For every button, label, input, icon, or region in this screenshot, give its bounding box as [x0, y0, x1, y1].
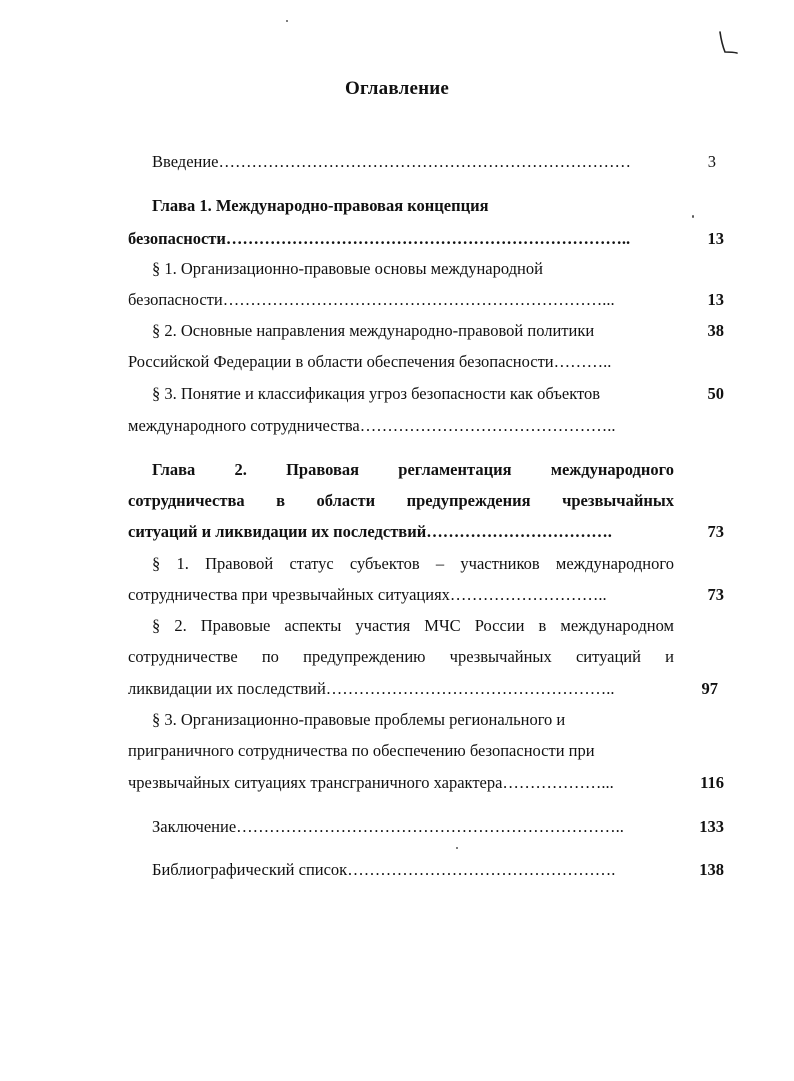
toc-page-section-2-2: 97	[701, 679, 718, 698]
toc-page-conclusion: 133	[699, 817, 724, 836]
toc-chapter-2-line-1: Глава 2. Правовая регламентация международного	[152, 460, 674, 479]
toc-page-section-1-3: 50	[707, 384, 724, 403]
toc-page-chapter-1: 13	[707, 229, 724, 248]
toc-section-2-2-line-1: § 2. Правовые аспекты участия МЧС России в международном	[152, 616, 674, 635]
toc-section-2-3-line-3: чрезвычайных ситуациях трансграничного характера………………...	[128, 773, 614, 792]
handwritten-mark	[716, 30, 738, 56]
scan-speck	[692, 215, 694, 218]
page-title: Оглавление	[344, 78, 450, 99]
toc-chapter-1-line-1: Глава 1. Международно-правовая концепция	[152, 196, 489, 215]
scan-speck	[286, 20, 288, 22]
toc-section-1-1-line-2: безопасности……………………………………………………………...	[128, 290, 615, 309]
toc-section-2-1-line-2: сотрудничества при чрезвычайных ситуациях………………………..	[128, 585, 607, 604]
toc-section-1-2-line-2: Российской Федерации в области обеспечения безопасности………..	[128, 352, 612, 371]
toc-page-section-2-1: 73	[707, 585, 724, 604]
toc-section-1-3-line-1: § 3. Понятие и классификация угроз безопасности как объектов	[152, 384, 601, 403]
toc-page-bibliography: 138	[699, 860, 724, 879]
toc-section-1-3-line-2: международного сотрудничества………………………………………..	[128, 416, 616, 435]
toc-chapter-2-line-3: ситуаций и ликвидации их последствий…………………………….	[128, 522, 612, 541]
toc-page-section-2-3: 116	[700, 773, 724, 792]
toc-section-2-3-line-2: приграничного сотрудничества по обеспечению безопасности при	[128, 741, 595, 760]
toc-section-2-1-line-1: § 1. Правовой статус субъектов – участников международного	[152, 554, 674, 573]
toc-page-section-1-2: 38	[707, 321, 724, 340]
toc-line-bibliography: Библиографический список………………………………………….	[152, 860, 616, 879]
toc-page-introduction: 3	[707, 152, 716, 171]
toc-section-2-2-line-3: ликвидации их последствий……………………………………………..	[128, 679, 615, 698]
toc-section-2-2-line-2: сотрудничестве по предупреждению чрезвычайных ситуаций и	[128, 647, 674, 666]
toc-section-2-3-line-1: § 3. Организационно-правовые проблемы регионального и	[152, 710, 566, 729]
toc-section-1-2-line-1: § 2. Основные направления международно-правовой политики	[152, 321, 595, 340]
scan-speck	[456, 847, 458, 849]
toc-line-introduction: Введение…………………………………………………………………	[152, 152, 632, 171]
toc-page-section-1-1: 13	[707, 290, 724, 309]
toc-chapter-2-line-2: сотрудничества в области предупреждения чрезвычайных	[128, 491, 674, 510]
toc-line-conclusion: Заключение……………………………………………………………..	[152, 817, 624, 836]
toc-section-1-1-line-1: § 1. Организационно-правовые основы международной	[152, 259, 543, 278]
toc-chapter-1-line-2: безопасности………………………………………………………………..	[128, 229, 631, 248]
toc-page-chapter-2: 73	[707, 522, 724, 541]
